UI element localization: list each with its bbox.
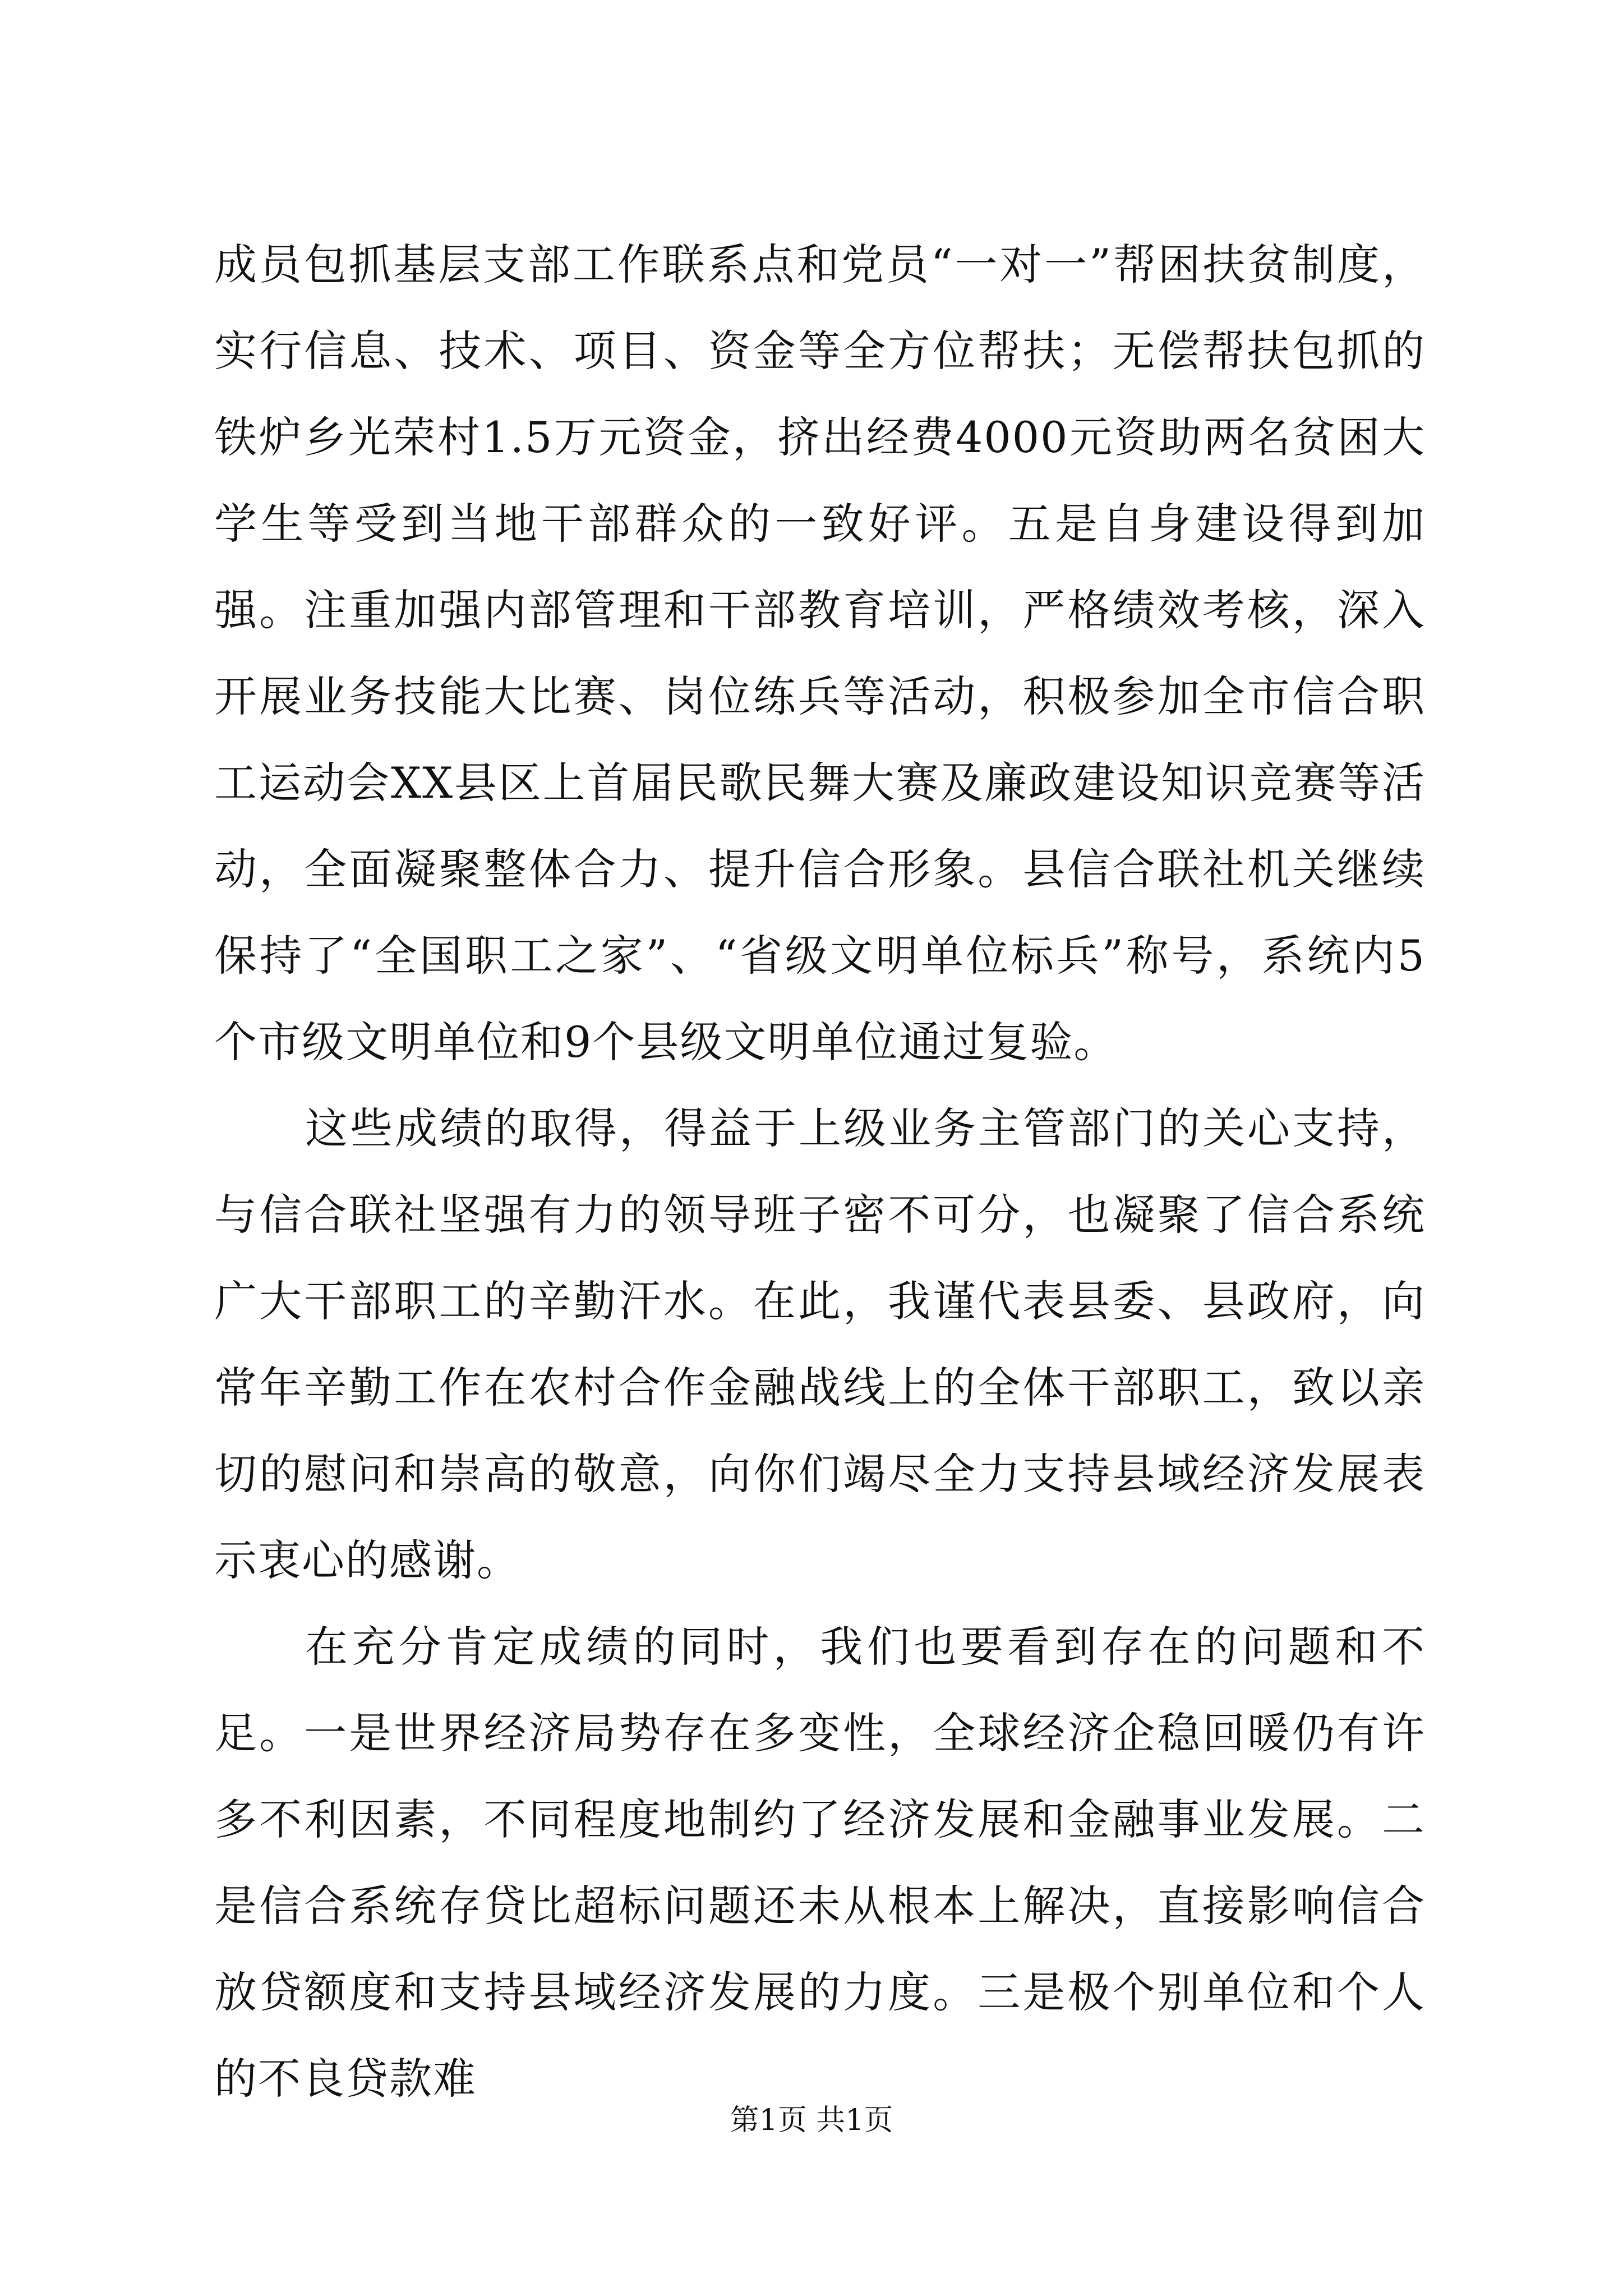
paragraph-1: 成员包抓基层支部工作联系点和党员“一对一”帮困扶贫制度，实行信息、技术、项目、资金等全方位帮扶；无偿帮扶包抓的铁炉乡光荣村1.5万元资金，挤出经费4000元资助两名贫困大学生等受到当地干部群众的一致好评。五是自身建设得到加强。注重加强内部管理和干部教育培训，严格绩效考核，深入开展业务技能大比赛、岗位练兵等活动，积极参加全市信合职工运动会XX县区上首届民歌民舞大赛及廉政建设知识竞赛等活动，全面凝聚整体合力、提升信合形象。县信合联社机关继续保持了“全国职工之家”、“省级文明单位标兵”称号，系统内5个市级文明单位和9个县级文明单位通过复验。 bbox=[214, 240, 1426, 1067]
page-footer: 第1页 共1页 bbox=[730, 2104, 893, 2137]
paragraph-3: 在充分肯定成绩的同时，我们也要看到存在的问题和不足。一是世界经济局势存在多变性，全球经济企稳回暖仍有许多不利因素，不同程度地制约了经济发展和金融事业发展。二是信合系统存贷比超标问题还未从根本上解决，直接影响信合放贷额度和支持县域经济发展的力度。三是极个别单位和个人的不良贷款难 bbox=[214, 1622, 1426, 2104]
paragraph-2: 这些成绩的取得，得益于上级业务主管部门的关心支持，与信合联社坚强有力的领导班子密不可分，也凝聚了信合系统广大干部职工的辛勤汗水。在此，我谨代表县委、县政府，向常年辛勤工作在农村合作金融战线上的全体干部职工，致以亲切的慰问和崇高的敬意，向你们竭尽全力支持县域经济发展表示衷心的感谢。 bbox=[214, 1103, 1426, 1585]
document-body bbox=[214, 222, 1426, 2122]
